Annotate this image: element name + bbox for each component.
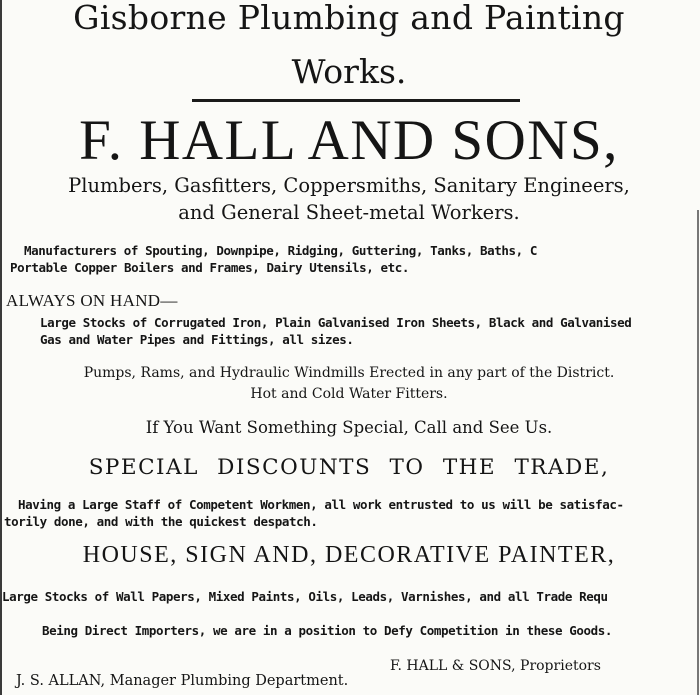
manufacturers-line-2: Portable Copper Boilers and Frames, Dairy Utensils, etc. [10, 260, 410, 275]
manager-signature: J. S. ALLAN, Manager Plumbing Department. [16, 673, 349, 689]
firm-name: F. HALL AND SONS, [79, 109, 619, 172]
staff-line-2: torily done, and with the quickest despatch. [4, 514, 318, 529]
trades-line-2: and General Sheet-metal Workers. [178, 201, 520, 224]
stocks-line-1: Large Stocks of Corrugated Iron, Plain Galvanised Iron Sheets, Black and Galvanised [40, 315, 632, 330]
wallpapers-line: Large Stocks of Wall Papers, Mixed Paints, Oils, Leads, Varnishes, and all Trade Requ [2, 589, 608, 604]
headline-continued: Works. [291, 52, 407, 91]
pumps-line-1: Pumps, Rams, and Hydraulic Windmills Erected in any part of the District. [83, 365, 615, 381]
special-request-line: If You Want Something Special, Call and See Us. [145, 418, 553, 437]
divider-rule [192, 99, 520, 102]
always-on-hand-heading: ALWAYS ON HAND— [6, 291, 178, 310]
trades-line-1: Plumbers, Gasfitters, Coppersmiths, Sanitary Engineers, [68, 174, 630, 197]
importers-line: Being Direct Importers, we are in a position to Defy Competition in these Goods. [42, 623, 613, 638]
stocks-line-2: Gas and Water Pipes and Fittings, all sizes. [40, 332, 354, 347]
pumps-line-2: Hot and Cold Water Fitters. [250, 386, 448, 402]
proprietors-signature: F. HALL & SONS, Proprietors [390, 658, 601, 674]
staff-line-1: Having a Large Staff of Competent Workmen, all work entrusted to us will be satisfac- [18, 497, 624, 512]
painter-heading: HOUSE, SIGN AND, DECORATIVE PAINTER, [82, 542, 616, 568]
trade-discounts-heading: SPECIAL DISCOUNTS TO THE TRADE, [88, 455, 610, 480]
manufacturers-line-1: Manufacturers of Spouting, Downpipe, Ridging, Guttering, Tanks, Baths, C [24, 243, 538, 258]
headline: Gisborne Plumbing and Painting [73, 0, 625, 37]
